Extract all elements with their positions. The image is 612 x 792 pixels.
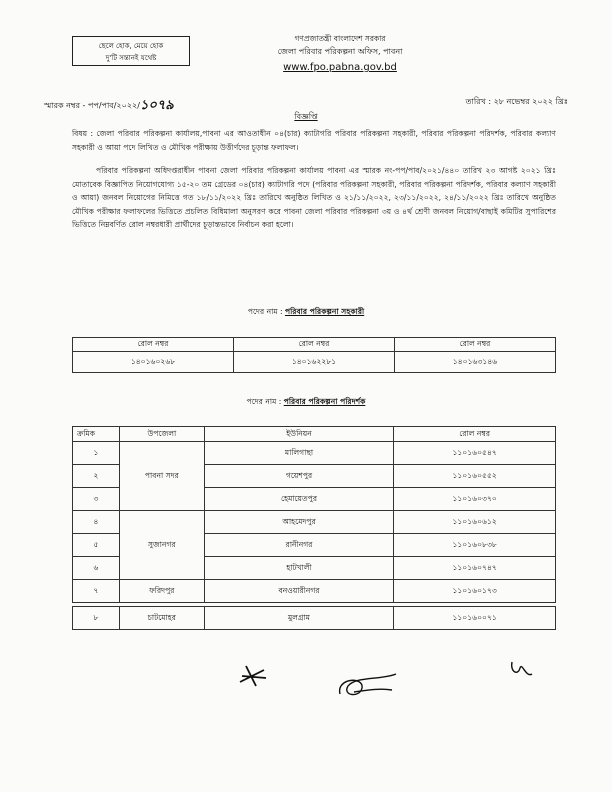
assistant-roll-table xyxy=(72,337,556,373)
subject-text: বিষয় : জেলা পরিবার পরিকল্পনা কার্যালয়,পাবনা এর আওতাধীন ০৪(চার) ক্যাটাগরি পরিবার পরিকল্পনা সহকারী, পরিবার পরিকল্পনা পরিদর্শক, পরিবার কল্যাণ সহকারী ও আয়া পদে লিখিত ও মৌখিক পরীক্ষায় উত্তীর্ণদের চূড়ান্ত ফলাফল। xyxy=(72,129,556,152)
column-header: রোল নম্বর xyxy=(394,427,556,442)
table-row xyxy=(73,442,556,465)
slogan-box xyxy=(72,36,190,66)
serial-cell: ৬ xyxy=(73,557,120,580)
serial-cell: ৮ xyxy=(73,607,120,630)
upazila-cell: চাটমোহর xyxy=(119,607,204,630)
body-paragraph: পরিবার পরিকল্পনা অধিদপ্তরাধীন পাবনা জেলা পরিবার পরিকল্পনা কার্যালয় পাবনা এর স্মারক নং-পপ/পাব/২০২১/৪৪০ তারিখ ২৩ আগষ্ট ২০২১ খ্রিঃ মোতাবেক বিজ্ঞাপিত নিয়োগযোগ্য ১৫-২০ তম গ্রেডের ০৪(চার) ক্যাটাগরি পদে (পরিবার পরিকল্পনা সহকারী, পরিবার পরিকল্পনা পরিদর্শক, পরিবার কল্যাণ সহকারী ও আয়া) জনবল নিয়োগের নিমিত্তে গত ১৮/১১/২০২২ খ্রিঃ তারিখে অনুষ্ঠিত লিখিত ও ২১/১১/২০২২, ২৩/১১/২০২২, ২৪/১১/২০২২ খ্রিঃ তারিখে অনুষ্ঠিত মৌখিক পরীক্ষার ফলাফলের ভিত্তিতে প্রচলিত বিধিমালা অনুসরণ করে পাবনা জেলা পরিবার পরিকল্পনা ৩য় ও ৪র্থ শ্রেণী জনবল নিয়োগ/বাছাই কমিটির সুপারিশের ভিত্তিতে নিম্নবর্ণিত রোল নম্বরধারী প্রার্থীদের চূড়ান্তভাবে নির্বাচন করা হলো। xyxy=(72,166,556,229)
memo-handwritten-number: ১০৭৯ xyxy=(139,98,174,113)
post-title-inspector: পদের নাম : পরিবার পরিকল্পনা পরিদর্শক xyxy=(246,397,366,406)
upazila-cell: সুজানগর xyxy=(119,511,204,580)
column-header: রোল নম্বর xyxy=(73,338,234,352)
memo-date: তারিখ : ২৮ নভেম্বর ২০২২ খ্রিঃ xyxy=(465,97,568,106)
slogan-line-2: দু'টি সন্তানই যথেষ্ট xyxy=(105,54,157,62)
roll-cell: ১১০১৬০৭৪৭ xyxy=(394,557,556,580)
table-row xyxy=(73,607,556,630)
website-link[interactable]: www.fpo.pabna.gov.bd xyxy=(283,62,397,73)
union-cell: আহমেদপুর xyxy=(204,511,394,534)
office-name: জেলা পরিবার পরিকল্পনা অফিস, পাবনা xyxy=(277,47,403,56)
union-cell: গয়েশপুর xyxy=(204,465,394,488)
slogan-line-1: ছেলে হোক, মেয়ে হোক xyxy=(98,42,164,50)
signature-3 xyxy=(506,656,536,684)
serial-cell: ৫ xyxy=(73,534,120,557)
roll-cell: ১১০১৬০৫৪৭ xyxy=(394,442,556,465)
roll-cell: ১১০১৬০৫৫২ xyxy=(394,465,556,488)
table-row xyxy=(73,580,556,603)
roll-cell: ১১০১৬০৩৭০ xyxy=(394,488,556,511)
union-cell: মুলগ্রাম xyxy=(204,607,394,630)
government-name: গণপ্রজাতন্ত্রী বাংলাদেশ সরকার xyxy=(294,34,386,43)
union-cell: বনওয়ারীনগর xyxy=(204,580,394,603)
roll-cell: ১১০১৬০০৭১ xyxy=(394,607,556,630)
column-header: ক্রমিক xyxy=(73,427,120,442)
union-cell: হাটখালী xyxy=(204,557,394,580)
memo-label: স্মারক নম্বর - পপ/পাব/২০২২/ xyxy=(44,101,140,110)
signature-2 xyxy=(334,668,402,702)
column-header: রোল নম্বর xyxy=(234,338,395,352)
serial-cell: ১ xyxy=(73,442,120,465)
serial-cell: ৩ xyxy=(73,488,120,511)
roll-cell: ১৪০১৬২২৮১ xyxy=(234,352,395,373)
union-cell: রানীনগর xyxy=(204,534,394,557)
column-header: ইউনিয়ন xyxy=(204,427,394,442)
roll-cell: ১১০১৬০৬১২ xyxy=(394,511,556,534)
inspector-roll-table xyxy=(72,426,556,630)
notice-title: বিজ্ঞপ্তি xyxy=(294,112,318,121)
column-header: রোল নম্বর xyxy=(395,338,556,352)
column-header: উপজেলা xyxy=(119,427,204,442)
upazila-cell: পাবনা সদর xyxy=(119,442,204,511)
union-cell: মালিগাছা xyxy=(204,442,394,465)
roll-cell: ১১০১৬০৮৩৮ xyxy=(394,534,556,557)
serial-cell: ৭ xyxy=(73,580,120,603)
roll-cell: ১১০১৬০১৭৩ xyxy=(394,580,556,603)
union-cell: হেমায়েতপুর xyxy=(204,488,394,511)
roll-cell: ১৪০১৬০২৬৮ xyxy=(73,352,234,373)
post-title-assistant: পদের নাম : পরিবার পরিকল্পনা সহকারী xyxy=(247,307,365,316)
roll-cell: ১৪০১৬৩১৪৬ xyxy=(395,352,556,373)
upazila-cell: ফরিদপুর xyxy=(119,580,204,603)
signature-1 xyxy=(236,660,270,690)
table-row xyxy=(73,511,556,534)
serial-cell: ২ xyxy=(73,465,120,488)
serial-cell: ৪ xyxy=(73,511,120,534)
table-row xyxy=(73,352,556,373)
